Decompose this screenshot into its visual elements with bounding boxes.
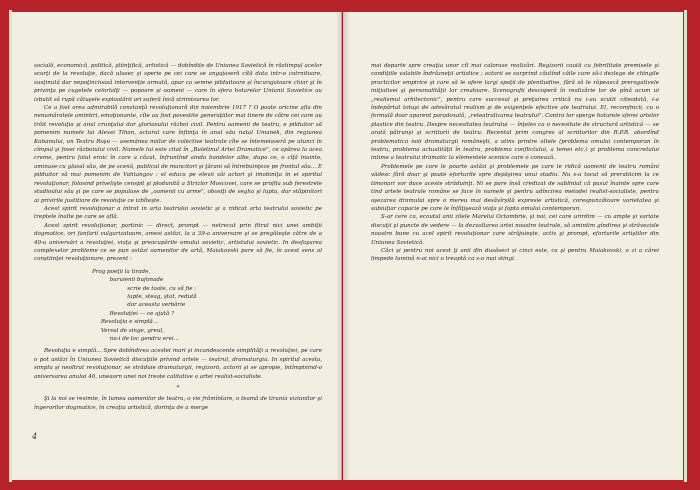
paragraph: Ce a fost orea admirabilă constanţă revoluţionară din noiembrie 1917 ? O poate oricine afla din nenumăratele amintiri, emoţionante, cîte au fost povestite generaţiilor mai tinere de către cei care au trăit revoluţia şi anul crunţului dar gloriosului război civil. Pentru oamenii de teatru, e pilduitor să pomenim numele lui Alexei Tihon, actorul care înfiinţa în anul său natal Umanek, din regiunea Kubanului, un Teatru Roşu — asemănea miilor de colective teatrale cîte se întemeiaseră pe atunci în cîmpul şi fosei războiului civil. Numele lui este citat în „Buletinul Artei Dramatice", ce apărea la acea creme, pentru faiul eroic în care a căzut, înfruntînd ainda bandelor albe, dupa ce, o cîţă inainte, aminase cu glasul său, de pe scenă, publicul de muncitori şi ţărani să întrebuinţeze pe frontul său... E pilduitor să mai pomenim de Vahtangov : el educa pe elevii săi actori şi imobiniţa în ei spiritul revoluţionar, folosind privelişte censpit şi plodunită a Strizlor Moscovei, care se profila sub ferestrele studioului său şi pe care se populase de „oamenii cu arme", obosiţi de vegha şi lupta, dar stăpinitori ai privirile justitiare de revoluţie ce izbîteşte. bbox=[34, 105, 322, 204]
paragraph: Acest spirit revoluţionar a intrat in arta teatrului sovietic şi a ridicat arta teatrului sovietic pe treptele înalte pe care se află. bbox=[34, 205, 322, 221]
verse-line: Revoluţiei — ce ajută ? bbox=[92, 310, 175, 317]
paragraph: socială, economică, politică, ştiinţifică, artistică — dobîndite de Uniunea Sovietică în răstimpul acelor scurţi de la revoluţie, dacă ulusec şi sperie pe cei care se angajaseră cîtă data intr-o cotrnitoare, susţinută dar nepoţincioasă intervenţie armată, apar ca semne pilduitoare şi încurajatoare chiar şi în privinţa pe cugetele celorlalţi — popoare şi oameni — care în sfera hotarelor Uniunii Sovietice au izbutit să rupă cătuşele exploatării ori suferă încă strimtoarea lor. bbox=[34, 63, 322, 103]
right-page-text bbox=[371, 62, 659, 264]
verse-line: dar aceasta verbărie bbox=[92, 302, 186, 309]
page-edge-right bbox=[684, 10, 687, 482]
verse-line: lupte, steag, ştat, redută bbox=[92, 293, 197, 300]
section-separator: * bbox=[176, 385, 180, 392]
page-number: 4 bbox=[32, 432, 38, 441]
verse-line: scrie de toate, cu să fie : bbox=[92, 285, 197, 292]
verse-line: nu-i de loc gendru erei... bbox=[92, 336, 179, 342]
paragraph: Acest spirit revoluţionar, partinic — direct, prompt — netrecut prin fitrul nici unei ambiţii dogmatice, ori fanfarii vulgarizatoare, amesi astăzi, la a 39-a aniversare şi se pregăteşte către de a 40-a aniversări a revoluţiei, viaţa şi preocupările omului sovietic, artistului sovietic. In desfaşurea complexelor probleme ce se pun astăzi oamenilor de artă, Maiakovski pare să fie, în acest sens al conştiinţei revoluţionare, prezent : bbox=[34, 222, 322, 263]
paragraph: Căci şi pentru noi acest ţi anii din dusăseci şi cinci este, ca şi pentru Maiakovski, o zi a cărei limpede lumină n-ai nici o treaptă ca s-o mai stingi. bbox=[371, 247, 659, 263]
left-page bbox=[12, 12, 342, 480]
right-page bbox=[343, 12, 683, 480]
verse-line: Revoluţia e simplă... bbox=[92, 319, 159, 326]
paragraph: Problemele pe care le poarte astăzi şi problemele pe care le ridică oamenii de teatru români vădesc fără doar şi poate eforturile spre depăşirea unui stadiu. Nu s-a tocul să preratiicim la ce timonari vor duce aceste străduinţi. Ni se pare însă credizat de subliniat că pasul înainte spre care tind artele teatrale române se face în numele şi pentru adîncirea metodei realist-socialiste, pentru aşezarea dramului spre o mereu mai desăvîrşită expresie artistică, corespunzătoare varietatea şi subiuţiar capacie pe care le înfăţişează viaţa şi fapta omului contemporan. bbox=[371, 163, 659, 212]
poem-quote bbox=[92, 268, 322, 344]
verse-line: Prog poeţii la tirade, bbox=[92, 268, 151, 275]
paragraph: S-ar cere ca, ecoutul anii zilele Marelui Octombrie, şi noi, cei care urirdim — cu ample şi variate discuţii şi puncte de vedere — la dezvoltarea artei noastre teatrale, să amintim gîndirea şi străvezisle noastre bune cu acel spirit revoluţionar care străjuieşte, activ şi prompt, eforturile artiştilor din Uniunea Sovietică. bbox=[371, 214, 659, 246]
verse-line: Versul de singe, greul, bbox=[92, 327, 164, 334]
paragraph: mai departe spre creaţia unor cît mai calorase realizări. Regizorii caută cu febrilitate premisele şi condiţiile valabile îndrăzneţii artistice ; actorii se surprind căutînd căile care să-i dezlege de chingile practicilor empirice şi care să le ofere largi spaţii de plenitudine, fără să le răpească prerogativele iniţiativei şi personalităţii lor creatoare. Scenografii descoperă în realizărie lor de pînă acum ui „realismul arhitectonic", pentru care succesul şi preţuirea critică nu i-au scutit citeodată, i-a îndepărtat totuşi de adevăratul realism şi de exigenţele efective ale teatrului. El, recomfincii, cu o formulă doar aparent paradoxală, „reteatralizarea teatrului". Contra lor sperge hotarele sferei artelor plastice din teatru. Despre necesitatea teatrului — înţeles ca o necesitate de structură artistică — se arată pătrunşi şi scriitorii de teatru. Recentul prim congres al scriitorilor din R.P.R. abordînd problematica noii dramaturgii româneşti, a atins printre altele (problema omului contemporan în teatru, problema actualităţii în teatru, problema conflictului, a temei etc.) şi problema concretului intime a teatrului dramatic la elementele scenice care o conează. bbox=[371, 63, 659, 162]
left-page-text bbox=[34, 62, 322, 412]
paragraph: Şi la noi se resimte, în lumea oamenilor de teatru, o vie frămîntare, o teamă de tirania viziunilor şi îngerorilor dogmatice, în creaţia artistică, dorinţa de a merge bbox=[34, 396, 322, 411]
verse-line: buruienii bufonade bbox=[92, 277, 164, 284]
paragraph: Revoluţia e simplă... Spre dobîndirea acestei mari şi incandescente simplităţi a revoluţiei, pe care o pot astăzi în Uniunea Sovietică discuţiile privind artele — teatrul, dramaturgia. In spiritul acesta, simplu şi neoltrat revoluţionar, se străduie dramaturgii, regizorii, actorii şi se apropie, întîmpinind-o aniversarea anului 40, uneaorn unei noi treote calitative a artei realist-socialiste. bbox=[34, 348, 322, 380]
